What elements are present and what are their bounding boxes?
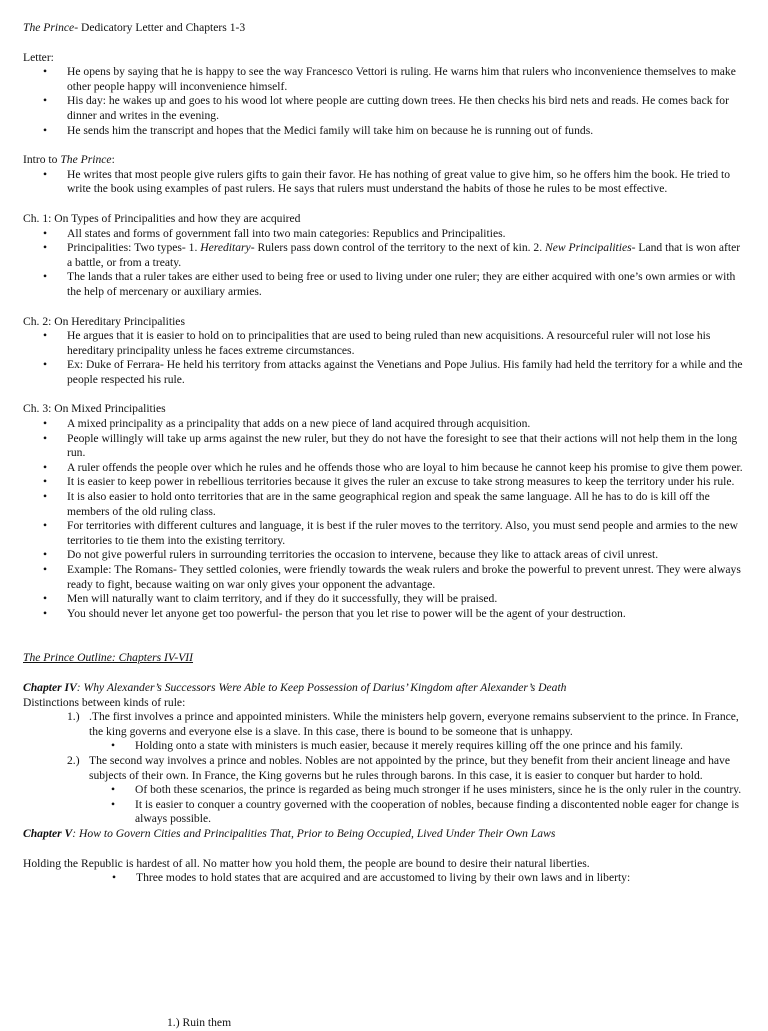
sub-list	[89, 783, 743, 827]
list-item: • He writes that most people give rulers gifts to gain their favor. He has nothing of great value to give him, so he offers him the book. He tried to write the book using examples of past rulers. He says that rulers must understand the habits of those he rules to be most effective.	[43, 167, 731, 196]
list-item: • It is also easier to hold onto territories that are in the same geographical region and speak the same language. All he has to do is kill off the members of the old ruling class.	[43, 490, 710, 518]
list-item: • It is easier to keep power in rebellious territories because it gives the ruler an excuse to take strong measures to keep the territory under his rule.	[43, 475, 735, 489]
bullet-icon: •	[43, 123, 48, 137]
numbered-item: 2.) The second way involves a prince and nobles. Nobles are not appointed by the prince, but they benefit from their ancient lineage and have subjects of their own. In France, the King governs but he rules through barons. In this case, it is easier to conquer but harder to hold. • Of both these scenarios, the prince is regarded as being much stronger if he uses ministers, since he is the only ruler in the country. • It is easier to conquer a country governed with the cooperation of nobles, because finding a discontented noble eager for change is always possible.	[67, 753, 742, 826]
list-item: • The lands that a ruler takes are either used to being free or used to living under one ruler; they are either acquired with one’s own armies or with the help of mercenary or auxiliary armies.	[43, 270, 736, 298]
bullet-icon: •	[43, 65, 48, 79]
chapter-label: Chapter V	[23, 826, 73, 840]
letter-list	[23, 65, 743, 138]
list-item: • Example: The Romans- They settled colonies, were friendly towards the weak rulers and broke the powerful to prevent unrest. They were always ready to fight, because waiting on war only gives your opponent the advantage.	[43, 563, 741, 591]
ch4-heading: Chapter IV: Why Alexander’s Successors Were Able to Keep Possession of Darius’ Kingdom after Alexander’s Death	[23, 680, 567, 694]
bullet-icon: •	[43, 475, 48, 489]
ch4-numbered-list	[23, 710, 743, 827]
list-item: • He sends him the transcript and hopes that the Medici family will take him on because he is running out of funds.	[43, 123, 594, 137]
list-item: • People willingly will take up arms against the new ruler, but they do not have the foresight to see that their actions will not help them in the long run.	[43, 431, 738, 460]
ch2-heading: Ch. 2: On Hereditary Principalities	[23, 314, 185, 328]
list-item: • Three modes to hold states that are acquired and are accustomed to living by their own laws and in liberty:	[112, 871, 631, 885]
list-item: • He argues that it is easier to hold on to principalities that are used to being ruled than new acquisitions. A resourceful ruler will not lose his hereditary principality unless he faces extreme circumstances.	[43, 329, 711, 357]
list-item: • Ex: Duke of Ferrara- He held his territory from attacks against the Venetians and Pope Julius. His family had held the territory for a while and the people respected his rule.	[43, 358, 743, 386]
chapter-label: Chapter IV	[23, 680, 77, 694]
list-item: • Principalities: Two types- 1. Hereditary- Rulers pass down control of the territory to the next of kin. 2. New Principalities- Land that is won after a battle, or from a treaty.	[43, 241, 741, 269]
item-number: 2.)	[67, 753, 80, 767]
document-page	[23, 21, 743, 886]
bullet-icon: •	[43, 226, 48, 240]
letter-heading: Letter:	[23, 50, 54, 64]
ch5-heading: Chapter V: How to Govern Cities and Principalities That, Prior to Being Occupied, Lived Under Their Own Laws	[23, 826, 556, 840]
bullet-icon: •	[43, 417, 48, 431]
list-item: • Men will naturally want to claim territory, and if they do it successfully, they will be praised.	[43, 592, 498, 606]
bullet-icon: •	[43, 167, 48, 181]
bullet-icon: •	[43, 592, 48, 606]
bullet-icon: •	[43, 329, 48, 343]
bullet-icon: •	[43, 563, 48, 576]
bullet-icon: •	[43, 94, 48, 108]
bullet-icon: •	[43, 431, 48, 445]
list-item: • His day: he wakes up and goes to his wood lot where people are cutting down trees. He then checks his bird nets and reads. He comes back for dinner and writes in the evening.	[43, 94, 729, 122]
outline-title: The Prince Outline: Chapters IV-VII	[23, 651, 194, 665]
list-item: • Of both these scenarios, the prince is regarded as being much stronger if he uses ministers, since he is the only ruler in the country.	[111, 783, 742, 797]
document-title	[23, 21, 743, 36]
list-item: • Holding onto a state with ministers is much easier, because it merely requires killing off the one prince and his family.	[111, 739, 683, 753]
bullet-icon: •	[43, 548, 48, 562]
ch3-heading: Ch. 3: On Mixed Principalities	[23, 402, 166, 416]
list-item: • A mixed principality as a principality that adds on a new piece of land acquired through acquisition.	[43, 417, 531, 431]
title-italic: The Prince	[23, 21, 75, 34]
ch1-heading: Ch. 1: On Types of Principalities and how they are acquired	[23, 211, 301, 225]
bullet-icon: •	[43, 358, 48, 372]
ch5-paragraph: Holding the Republic is hardest of all. No matter how you hold them, the people are bound to desire their natural liberties.	[23, 856, 590, 870]
bullet-icon: •	[43, 490, 48, 504]
bullet-icon: •	[43, 241, 48, 255]
list-item: • It is easier to conquer a country governed with the cooperation of nobles, because finding a discontented noble eager for change is always possible.	[111, 797, 739, 826]
list-item: • All states and forms of government fall into two main categories: Republics and Principalities.	[43, 226, 506, 240]
sub-list	[89, 739, 743, 754]
bullet-icon: •	[111, 739, 116, 753]
intro-heading: Intro to The Prince:	[23, 153, 115, 167]
intro-list	[23, 168, 743, 197]
list-item: • A ruler offends the people over which he rules and he offends those who are loyal to him because he cannot keep his promise to give them power.	[43, 460, 743, 474]
list-item: • Do not give powerful rulers in surrounding territories the occasion to intervene, because they like to attack areas of civil unrest.	[43, 548, 659, 562]
bullet-icon: •	[112, 871, 117, 885]
ch5-numbered-item: 1.) Ruin them	[167, 1016, 232, 1029]
bullet-icon: •	[43, 606, 48, 620]
bullet-icon: •	[111, 797, 116, 811]
ch4-intro: Distinctions between kinds of rule:	[23, 695, 186, 709]
bullet-icon: •	[43, 519, 48, 533]
ch1-list	[23, 227, 743, 300]
ch2-list	[23, 329, 743, 387]
list-item: • For territories with different cultures and language, it is best if the ruler moves to the territory. Also, you must send people and armies to the new territories to tie them into the existing territory.	[43, 519, 738, 547]
bullet-icon: •	[111, 783, 116, 797]
bullet-icon: •	[43, 460, 48, 474]
ch3-list	[23, 417, 743, 621]
list-item: • He opens by saying that he is happy to see the way Francesco Vettori is ruling. He warns him that rulers who inconvenience themselves to make other people happy will inconvenience himself.	[43, 65, 736, 93]
title-rest: - Dedicatory Letter and Chapters 1-3	[74, 21, 246, 34]
bullet-icon: •	[43, 270, 48, 284]
numbered-item: 1.) .The first involves a prince and appointed ministers. While the ministers help govern, everyone remains subservient to the prince. In France, the king governs and everyone else is a slave. In this case, there is bound to be someone that is unhappy. • Holding onto a state with ministers is much easier, because it merely requires killing off the one prince and his family.	[89, 710, 743, 754]
item-number: 1.)	[67, 710, 80, 724]
list-item: • You should never let anyone get too powerful- the person that you let rise to power will be the agent of your destruction.	[43, 606, 626, 620]
